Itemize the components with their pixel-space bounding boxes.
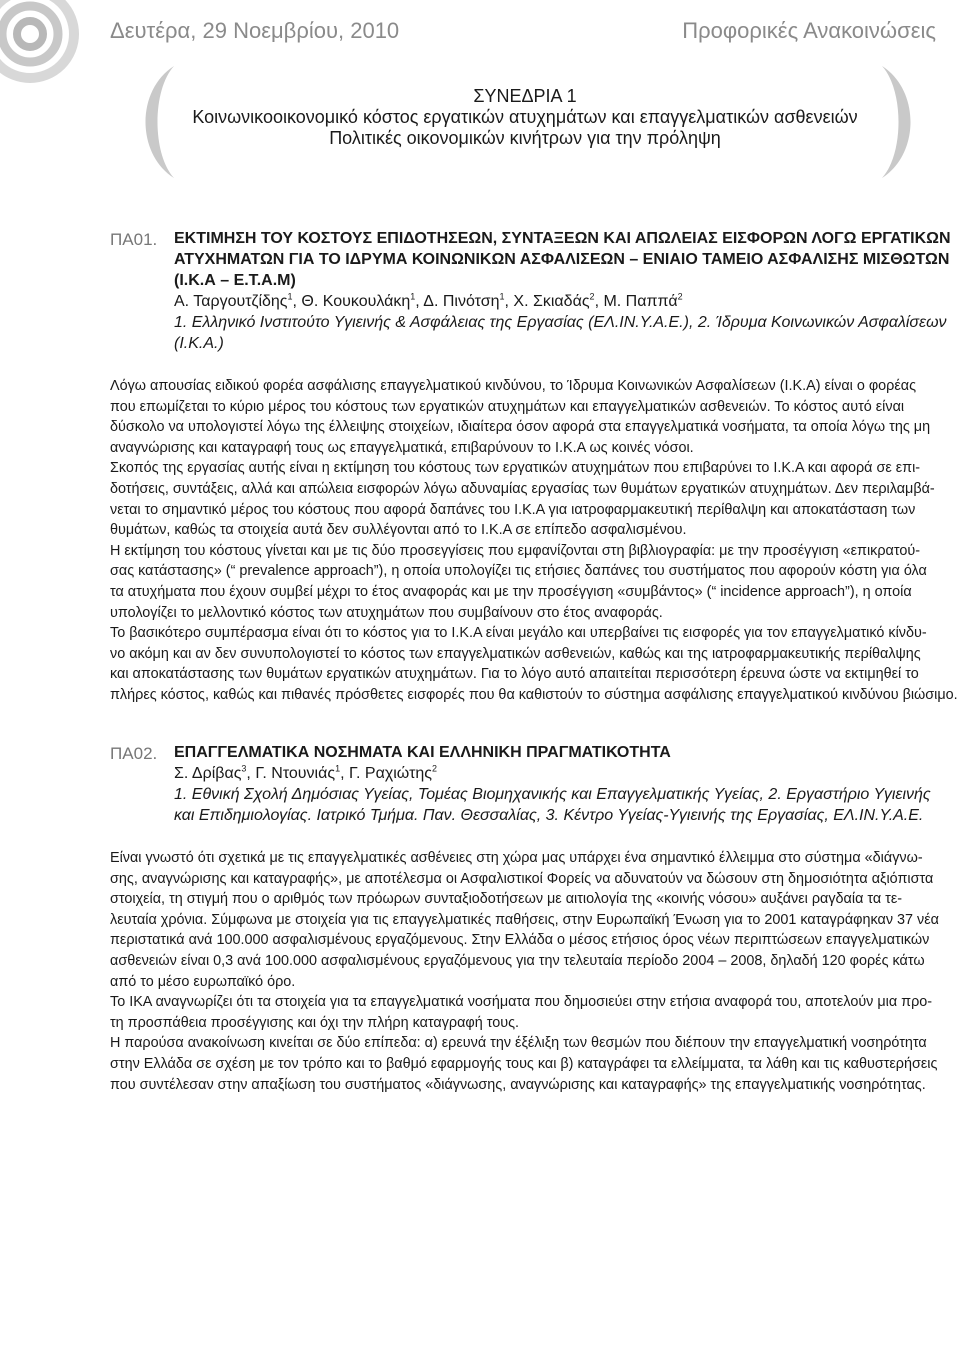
- body-line: λευταία χρόνια. Σύμφωνα με στοιχεία για τις επαγγελματικές παθήσεις, στην Ευρωπαϊκή Ένωση για το 2001 καταγράφηκαν 37 νέα: [110, 911, 939, 928]
- author-affiliation-ref: 1: [335, 763, 341, 774]
- body-line: περιστατικά ανά 100.000 ασφαλισμένους εργαζόμενους. Στην Ελλάδα ο μέσος ετήσιος όρος νέων περιπτώσεων επαγγελματικών: [110, 932, 930, 949]
- body-line: Λόγω απουσίας ειδικού φορέα ασφάλισης επαγγελματικού κινδύνου, το Ίδρυμα Κοινωνικών Ασφαλίσεων (Ι.Κ.Α) είναι ο φορέας: [110, 378, 917, 394]
- abstract-authors: Σ. Δρίβας$^3$, Γ. Ντουνιάς$^1$, Γ. Ραχιώτης$^2$: [174, 763, 438, 782]
- author-affiliation-ref: 1: [287, 291, 293, 302]
- affiliation-line: 1. Ελληνικό Ινστιτούτο Υγιεινής & Ασφάλειας της Εργασίας (ΕΛ.ΙΝ.Υ.Α.Ε.), 2. Ίδρυμα Κοινωνικών Ασφαλίσεων: [174, 314, 947, 331]
- author-name: Χ. Σκιαδάς: [513, 293, 590, 310]
- body-line: δύσκολο να υπολογιστεί λόγω της έλλειψης στοιχείων, ιδιαίτερα όσον αφορά στα επαγγελματικά νοσήματα, τα οποία λόγω της μη: [110, 419, 931, 436]
- body-line: στοιχεία, τη στιγμή που ο αριθμός των πρόωρων συνταξιοδοτήσεων με αιτιολογία της «κοινής νόσου» αυξάνει ραγδαία τα τε-: [110, 891, 903, 908]
- abstract-title-line: (Ι.Κ.Α – Ε.Τ.Α.Μ): [174, 272, 296, 289]
- author-name: Δ. Πινότση: [423, 293, 500, 310]
- author-affiliation-ref: 2: [677, 291, 683, 302]
- author-name: Θ. Κουκουλάκη: [301, 293, 411, 310]
- abstract-title-line: ΕΠΑΓΓΕΛΜΑΤΙΚΑ ΝΟΣΗΜΑΤΑ ΚΑΙ ΕΛΛΗΝΙΚΗ ΠΡΑΓΜΑΤΙΚΟΤΗΤΑ: [174, 744, 671, 761]
- body-line: θυμάτων, καθώς τα στοιχεία αυτά δεν συλλέγονται από το Ι.Κ.Α σε επίπεδο ασφαλισμένου.: [110, 522, 687, 539]
- body-line: υπολογίζει το μελλοντικό κόστος των ατυχημάτων που συμβαίνουν στο έτος αναφοράς.: [110, 604, 663, 621]
- abstract-authors: Α. Ταργουτζίδης$^1$, Θ. Κουκουλάκη$^1$, Δ. Πινότση$^1$, Χ. Σκιαδάς$^2$, Μ. Παππά$^2$: [174, 291, 683, 310]
- body-line: Το βασικότερο συμπέρασμα είναι ότι το κόστος για το Ι.Κ.Α είναι μεγάλο και υπερβαίνει τις εισφορές για τον επαγγελματικό κίνδυ-: [110, 625, 927, 642]
- body-line: νο ακόμη και αν δεν συνυπολογιστεί το κόστος των επαγγελματικών ασθενειών, καθώς και της ιατροφαρμακευτικής περίθαλψης: [110, 645, 921, 662]
- abstract-header: [174, 228, 951, 354]
- author-name: Γ. Ντουνιάς: [255, 765, 336, 782]
- body-line: από το μέσο ευρωπαϊκό όρο.: [110, 973, 296, 990]
- body-line: στην Ελλάδα σε σχέση με τον τρόπο και το βαθμό εφαρμογής τους και β) καταγράφει τα ελλείμματα, τα λάθη και τις καθυστερήσεις: [110, 1055, 938, 1072]
- abstract-body: [110, 848, 938, 1095]
- author-affiliation-ref: 1: [410, 291, 416, 302]
- abstract-affiliations: [174, 312, 947, 354]
- session-subtitle: Πολιτικές οικονομικών κινήτρων για την πρόληψη: [329, 128, 721, 148]
- abstract-title: [174, 742, 936, 763]
- session-title: ΣΥΝΕΔΡΙΑ 1: [473, 86, 577, 106]
- author-affiliation-ref: 2: [589, 291, 595, 302]
- body-line: που επωμίζεται το κύριο μέρος του κόστους των εργατικών ατυχημάτων και επαγγελματικών ασθενειών. Το κόστος αυτό είναι: [110, 398, 905, 415]
- body-line: Η παρούσα ανακοίνωση κινείται σε δύο επίπεδα: α) ερευνά την έξέλιξη των θεσμών που διέπουν την επαγγελματική νοσηρότητα: [110, 1035, 927, 1052]
- body-line: σας κατάστασης» (“ prevalence approach”), η οποία υπολογίζει τις ετήσιες δαπάνες του συστήματος που αφορούν κόστη για όλα: [110, 563, 927, 580]
- body-line: πλήρες κόστος, καθώς και πιθανές πρόσθετες εισφορές που θα καθιστούν το σύστημα ασφάλισης επαγγελματικού κινδύνου βιώσιμο.: [110, 686, 958, 703]
- body-line: ασθενειών είναι 0,3 ανά 100.000 ασφαλισμένους εργαζόμενους για την τελευταία περίοδο 2004 – 2008, δηλαδή 120 φορές κάτω: [110, 952, 925, 969]
- body-line: Είναι γνωστό ότι σχετικά με τις επαγγελματικές ασθένειες στη χώρα μας υπάρχει ένα σημαντικό έλλειμμα στο σύστημα «διάγνω-: [110, 850, 923, 866]
- abstract-title-line: ΑΤΥΧΗΜΑΤΩΝ ΓΙΑ ΤΟ ΙΔΡΥΜΑ ΚΟΙΝΩΝΙΚΩΝ ΑΣΦΑΛΙΣΕΩΝ – ΕΝΙΑΙΟ ΤΑΜΕΙΟ ΑΣΦΑΛΙΣΗΣ ΜΙΣΘΩΤΩΝ: [174, 251, 950, 268]
- body-line: τα ατυχήματα που έχουν συμβεί μέχρι το έτος αναφοράς και με την προσέγγιση «συμβάντος» (“ incidence approach”), η οποία: [110, 583, 912, 600]
- author-affiliation-ref: 2: [432, 763, 438, 774]
- affiliation-line: 1. Εθνική Σχολή Δημόσιας Υγείας, Τομέας Βιομηχανικής και Επαγγελματικής Υγείας, 2. Εργαστήριο Υγιεινής: [174, 786, 931, 803]
- author-name: Γ. Ραχιώτης: [348, 765, 432, 782]
- author-name: Μ. Παππά: [603, 293, 678, 310]
- body-line: σης, αναγνώρισης και καταγραφής», με αποτέλεσμα οι Ασφαλιστικοί Φορείς να αδυνατούν να δώσουν στη δημοσιότητα αξιόπιστα: [110, 870, 934, 887]
- abstract-title: [174, 228, 951, 291]
- abstract-body: [110, 376, 958, 706]
- abstract-code: ΠΑ02.: [110, 744, 158, 763]
- conference-logo-icon: [0, 0, 100, 90]
- body-line: τη προσπάθεια προσέγγισης και όχι την πλήρη καταγραφή τους.: [110, 1014, 520, 1031]
- body-line: αναγνώρισης και καταγραφή τους ως επαγγελματικά, επιβαρύνουν το Ι.Κ.Α ως κοινές νόσοι.: [110, 439, 694, 456]
- body-line: Σκοπός της εργασίας αυτής είναι η εκτίμηση του κόστους των εργατικών ατυχημάτων που επιβαρύνει το Ι.Κ.Α και αφορά σε επι-: [110, 460, 921, 477]
- body-line: Η εκτίμηση του κόστους γίνεται και με τις δύο προσεγγίσεις που εμφανίζονται στη βιβλιογραφία: με την προσέγγιση «επικρατού-: [110, 542, 921, 559]
- header-category: Προφορικές Ανακοινώσεις: [682, 18, 936, 43]
- abstract-affiliations: [174, 784, 936, 826]
- abstract-code: ΠΑ01.: [110, 230, 158, 249]
- header-date: Δευτέρα, 29 Νοεμβρίου, 2010: [110, 18, 400, 43]
- body-line: δοτήσεις, συντάξεις, αλλά και απώλεια εισφορών λόγω αδυναμίας εργασίας των θυμάτων εργατικών ατυχημάτων. Δεν περιλαμβά-: [110, 480, 935, 497]
- session-banner: [150, 86, 900, 149]
- author-name: Α. Ταργουτζίδης: [174, 293, 288, 310]
- author-affiliation-ref: 1: [499, 291, 505, 302]
- abstract-title-line: ΕΚΤΙΜΗΣΗ ΤΟΥ ΚΟΣΤΟΥΣ ΕΠΙΔΟΤΗΣΕΩΝ, ΣΥΝΤΑΞΕΩΝ ΚΑΙ ΑΠΩΛΕΙΑΣ ΕΙΣΦΟΡΩΝ ΛΟΓΩ ΕΡΓΑΤΙΚΩΝ: [174, 230, 951, 247]
- affiliation-line: και Επιδημιολογίας. Ιατρικό Τμήμα. Παν. Θεσσαλίας, 3. Κέντρο Υγείας-Υγιεινής της Εργασίας, ΕΛ.ΙΝ.Υ.Α.Ε.: [174, 807, 924, 824]
- body-line: και αποκατάστασης των θυμάτων εργατικών ατυχημάτων. Για το λόγο αυτό απαιτείται περισσότερη έρευνα ώστε να εκτιμηθεί το: [110, 666, 919, 683]
- abstract-header: [174, 742, 936, 826]
- affiliation-line: (Ι.Κ.Α.): [174, 335, 224, 352]
- author-affiliation-ref: 3: [241, 763, 247, 774]
- author-name: Σ. Δρίβας: [174, 765, 242, 782]
- session-subtitle: Κοινωνικοοικονομικό κόστος εργατικών ατυχημάτων και επαγγελματικών ασθενειών: [192, 107, 858, 127]
- body-line: Το ΙΚΑ αναγνωρίζει ότι τα στοιχεία για τα επαγγελματικά νοσήματα που δημοσιεύει στην ετήσια αναφορά του, αποτελούν μια προ-: [110, 994, 933, 1011]
- body-line: νεται το σημαντικό μέρος του κόστους που αφορά δαπάνες του Ι.Κ.Α για ιατροφαρμακευτική περίθαλψη και αποκατάσταση των: [110, 501, 916, 518]
- body-line: που συντέλεσαν στην απαξίωση του συστήματος «διάγνωσης, αναγνώρισης και καταγραφής» της επαγγελματικής νοσηρότητας.: [110, 1076, 926, 1093]
